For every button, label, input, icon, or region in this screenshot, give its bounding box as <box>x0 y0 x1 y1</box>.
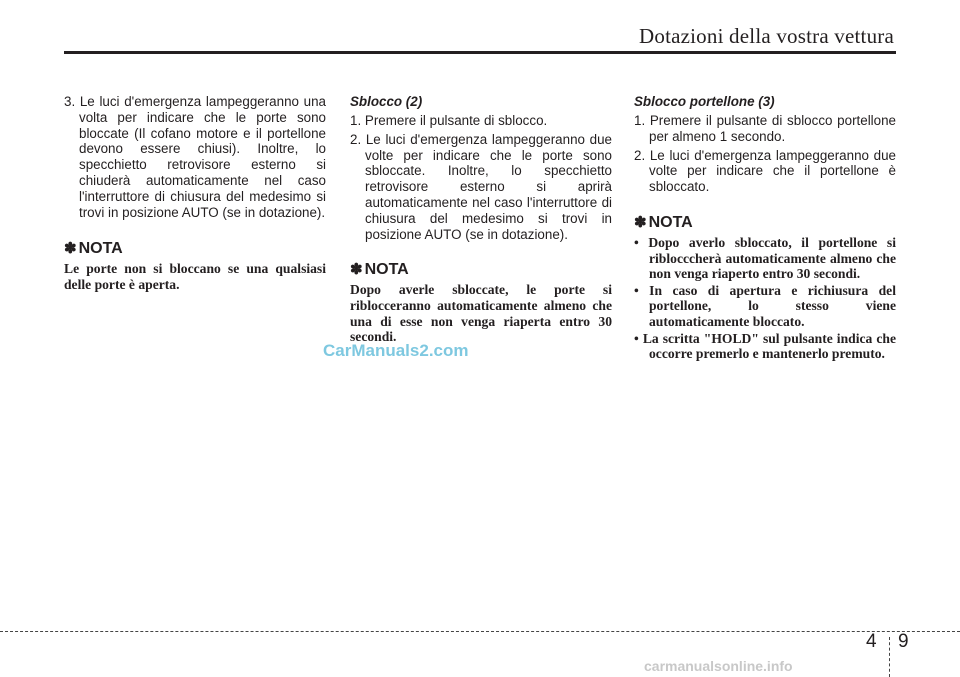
section-heading-sblocco-portellone: Sblocco portellone (3) <box>634 94 775 109</box>
nota-title: NOTA <box>78 240 123 258</box>
nota-text: Dopo averle sbloccate, le porte si riblocceranno automaticamente almeno che una di esse non venga riaperta entro 30 secondi. <box>350 282 612 345</box>
nota-asterisk-icon: ✽ <box>634 213 647 231</box>
column-left <box>64 94 326 293</box>
nota-bullet: • In caso di apertura e richiusura del portellone, lo stesso viene automaticamente bloccato. <box>634 282 896 329</box>
page-number-separator <box>889 637 890 677</box>
step-1-text: 1. Premere il pulsante di sblocco portellone per almeno 1 secondo. <box>634 113 896 144</box>
column-right <box>634 94 896 363</box>
nota-bullet: • Dopo averlo sbloccato, il portellone si riblocccherà automaticamente almeno che non venga riaperto entro 30 secondi. <box>634 234 896 282</box>
nota-asterisk-icon: ✽ <box>64 240 77 258</box>
step-1-text: 1. Premere il pulsante di sblocco. <box>350 113 548 128</box>
nota-asterisk-icon: ✽ <box>350 261 363 279</box>
section-heading-sblocco: Sblocco (2) <box>350 94 423 109</box>
step-2-text: 2. Le luci d'emergenza lampeggeranno due volte per indicare che il portellone è sbloccato. <box>634 147 896 195</box>
step-3-text: 3. Le luci d'emergenza lampeggeranno una volta per indicare che le porte sono bloccate (Il cofano motore e il portellone devono essere chiusi). Inoltre, lo specchietto retrovisore esterno si chiuderà automaticamente nel caso l'interruttore di chiusura del medesimo si trovi in posizione AUTO (se in dotazione). <box>64 94 326 220</box>
nota-title: NOTA <box>648 213 693 231</box>
nota-heading <box>634 214 896 232</box>
nota-title: NOTA <box>364 261 409 279</box>
nota-heading <box>64 240 326 258</box>
watermark-link[interactable]: CarManuals2.com <box>323 341 469 360</box>
footer-site-mark[interactable]: carmanualsonline.info <box>644 658 793 674</box>
header-divider <box>64 51 896 54</box>
page-header-title: Dotazioni della vostra vettura <box>639 24 894 48</box>
chapter-number: 4 <box>866 631 877 652</box>
nota-text: Le porte non si bloccano se una qualsiasi delle porte è aperta. <box>64 261 326 292</box>
nota-bullet: • La scritta "HOLD" sul pulsante indica che occorre premerlo e mantenerlo premuto. <box>634 330 896 362</box>
column-middle <box>350 94 612 345</box>
step-2-text: 2. Le luci d'emergenza lampeggeranno due volte per indicare che le porte sono sbloccate. Inoltre, lo specchietto retrovisore esterno si aprirà automaticamente nel caso l'interruttore di chiusura del medesimo si trovi in posizione AUTO (se in dotazione). <box>350 131 612 242</box>
footer-divider <box>0 631 960 632</box>
page-number: 9 <box>898 631 909 652</box>
nota-heading <box>350 261 612 279</box>
